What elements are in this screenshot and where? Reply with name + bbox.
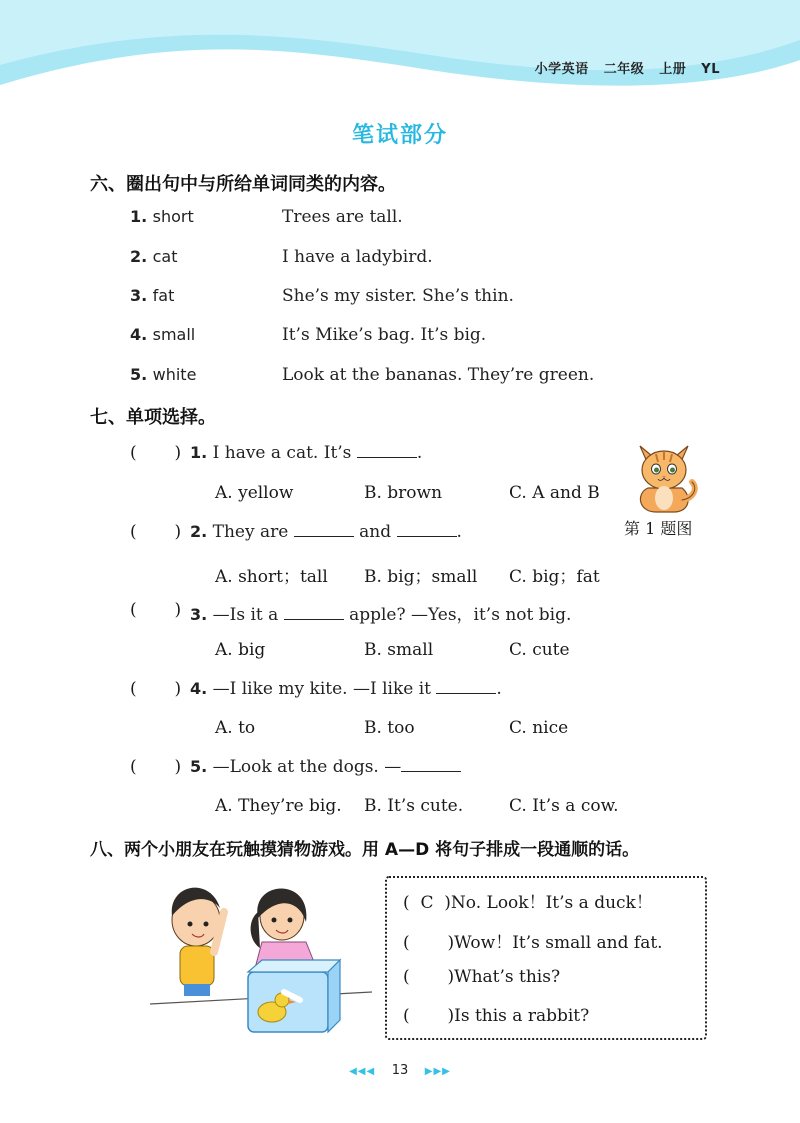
- q1-option-b[interactable]: B. brown: [364, 483, 443, 503]
- s6-sentence-3: She’s my sister. She’s thin.: [282, 286, 514, 306]
- s6-item-5: 5. white: [130, 365, 197, 384]
- q2-option-a[interactable]: A. short；tall: [215, 567, 328, 587]
- header-subject: 小学英语: [534, 62, 589, 77]
- answer-paren-5[interactable]: ( ): [130, 757, 182, 777]
- q4-option-c[interactable]: C. nice: [509, 718, 569, 738]
- s6-sentence-2: I have a ladybird.: [282, 247, 433, 267]
- next-arrows-icon: ▶▶▶: [424, 1066, 451, 1077]
- dialog-answer-1[interactable]: C: [420, 893, 434, 913]
- s6-item-2: 2. cat: [130, 247, 178, 266]
- answer-paren-3[interactable]: ( ): [130, 600, 182, 620]
- q5-option-c[interactable]: C. It’s a cow.: [509, 796, 619, 816]
- dialog-line-4[interactable]: ( )Is this a rabbit?: [403, 1006, 590, 1026]
- page-footer: [0, 1063, 800, 1078]
- s6-sentence-5: Look at the bananas. They’re green.: [282, 365, 595, 385]
- s6-sentence-4: It’s Mike’s bag. It’s big.: [282, 325, 487, 345]
- page-title: 笔试部分: [351, 123, 448, 148]
- answer-paren-2[interactable]: ( ): [130, 522, 182, 542]
- header-edition: YL: [701, 62, 720, 77]
- q3-option-c[interactable]: C. cute: [509, 640, 570, 660]
- q5-option-a[interactable]: A. They’re big.: [215, 796, 342, 816]
- q3-option-a[interactable]: A. big: [215, 640, 266, 660]
- blank[interactable]: [357, 443, 417, 458]
- q2-option-b[interactable]: B. big；small: [364, 567, 478, 587]
- s6-sentence-1: Trees are tall.: [282, 207, 403, 227]
- question-5: 5. —Look at the dogs. —: [190, 757, 461, 777]
- blank[interactable]: [294, 522, 354, 537]
- blank[interactable]: [284, 605, 344, 620]
- question-1: 1. I have a cat. It’s .: [190, 443, 423, 463]
- dialog-line-3[interactable]: ( )What’s this?: [403, 967, 561, 987]
- section6-heading: 六、圈出句中与所给单词同类的内容。: [90, 174, 396, 195]
- s6-item-3: 3. fat: [130, 286, 175, 305]
- q3-option-b[interactable]: B. small: [364, 640, 434, 660]
- dialog-line-2[interactable]: ( )Wow！It’s small and fat.: [403, 933, 663, 953]
- header-volume: 上册: [659, 62, 687, 77]
- prev-arrows-icon: ◀◀◀: [349, 1066, 376, 1077]
- q4-option-a[interactable]: A. to: [215, 718, 256, 738]
- q2-option-c[interactable]: C. big；fat: [509, 567, 600, 587]
- blank[interactable]: [436, 679, 496, 694]
- question-2: 2. They are and .: [190, 522, 462, 542]
- blank[interactable]: [401, 757, 461, 772]
- blank[interactable]: [397, 522, 457, 537]
- header-info: [525, 58, 720, 77]
- header-grade: 二年级: [603, 62, 645, 77]
- answer-paren-4[interactable]: ( ): [130, 679, 182, 699]
- q1-option-a[interactable]: A. yellow: [215, 483, 294, 503]
- s6-item-4: 4. small: [130, 325, 196, 344]
- question-3: 3. —Is it a apple? —Yes，it’s not big.: [190, 605, 572, 625]
- q5-option-b[interactable]: B. It’s cute.: [364, 796, 464, 816]
- section7-heading: 七、单项选择。: [90, 407, 216, 428]
- section8-heading: 八、两个小朋友在玩触摸猜物游戏。用 A—D 将句子排成一段通顺的话。: [90, 840, 640, 860]
- kids-touch-game-illustration: [150, 872, 372, 1040]
- dialog-ordering-box: [385, 876, 707, 1040]
- question-4: 4. —I like my kite. —I like it .: [190, 679, 502, 699]
- dialog-line-1[interactable]: ( C )No. Look！It’s a duck！: [403, 893, 653, 913]
- s6-item-1: 1. short: [130, 207, 194, 226]
- cat-illustration: [628, 438, 700, 514]
- figure-caption: 第 1 题图: [624, 519, 693, 538]
- q4-option-b[interactable]: B. too: [364, 718, 415, 738]
- answer-paren-1[interactable]: ( ): [130, 443, 182, 463]
- page-number: 13: [391, 1063, 409, 1078]
- q1-option-c[interactable]: C. A and B: [509, 483, 600, 503]
